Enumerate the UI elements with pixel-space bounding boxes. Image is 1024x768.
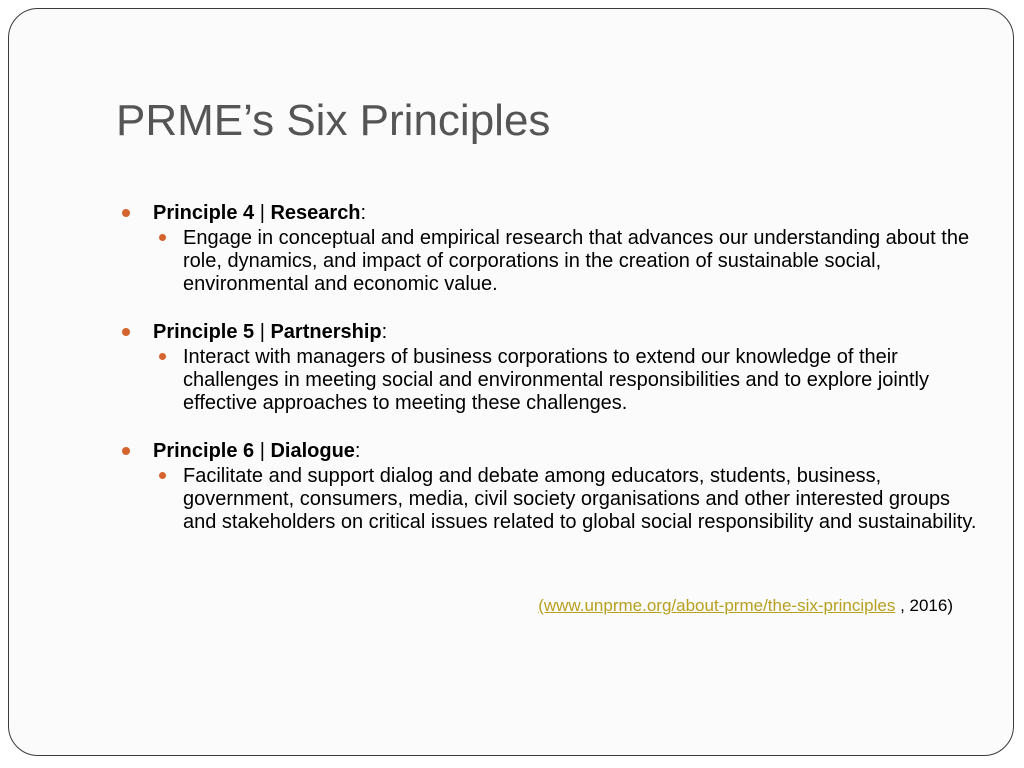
- principle-label: Principle 6: [153, 440, 255, 462]
- principle-description-text: Facilitate and support dialog and debate among educators, students, business, government, consumers, media, civil society organisations and other interested groups and stakeholders on critical issues related to global social responsibility and sustainability.: [183, 465, 977, 533]
- principle-item: [121, 199, 981, 296]
- principle-heading: [121, 199, 981, 227]
- principle-label: Principle 5: [153, 321, 255, 343]
- principle-heading: [121, 318, 981, 346]
- principle-separator: |: [254, 440, 271, 462]
- principle-separator: |: [254, 321, 271, 343]
- principle-description: [153, 346, 983, 415]
- principle-separator: |: [254, 202, 271, 224]
- principle-item: [121, 318, 981, 415]
- principle-colon: :: [360, 202, 367, 224]
- principle-description-text: Engage in conceptual and empirical research that advances our understanding about the role, dynamics, and impact of corporations in the creation of sustainable social, environmental and economic value.: [183, 227, 970, 295]
- principle-label: Principle 4: [153, 202, 255, 224]
- principle-name: Research: [270, 202, 361, 224]
- citation-year: , 2016): [895, 596, 953, 615]
- principle-name: Dialogue: [270, 440, 355, 462]
- bullet-icon: [122, 447, 130, 455]
- principle-colon: :: [354, 440, 361, 462]
- principles-list: [121, 199, 981, 556]
- principle-description: [153, 227, 983, 296]
- principle-colon: :: [381, 321, 388, 343]
- sub-bullet-icon: [159, 353, 166, 360]
- principle-description-text: Interact with managers of business corporations to extend our knowledge of their challenges in meeting social and environmental responsibilities and to explore jointly effective approaches to meeting these challenges.: [183, 346, 929, 414]
- citation-link[interactable]: (www.unprme.org/about-prme/the-six-principles: [538, 596, 896, 615]
- slide-frame: [8, 8, 1014, 756]
- citation: [538, 596, 953, 616]
- principle-heading: [121, 437, 981, 465]
- principle-description: [153, 465, 983, 534]
- principle-name: Partnership: [270, 321, 382, 343]
- slide-title: PRME’s Six Principles: [116, 96, 551, 145]
- sub-bullet-icon: [159, 234, 166, 241]
- bullet-icon: [122, 328, 130, 336]
- sub-bullet-icon: [159, 472, 166, 479]
- bullet-icon: [122, 209, 130, 217]
- principle-item: [121, 437, 981, 534]
